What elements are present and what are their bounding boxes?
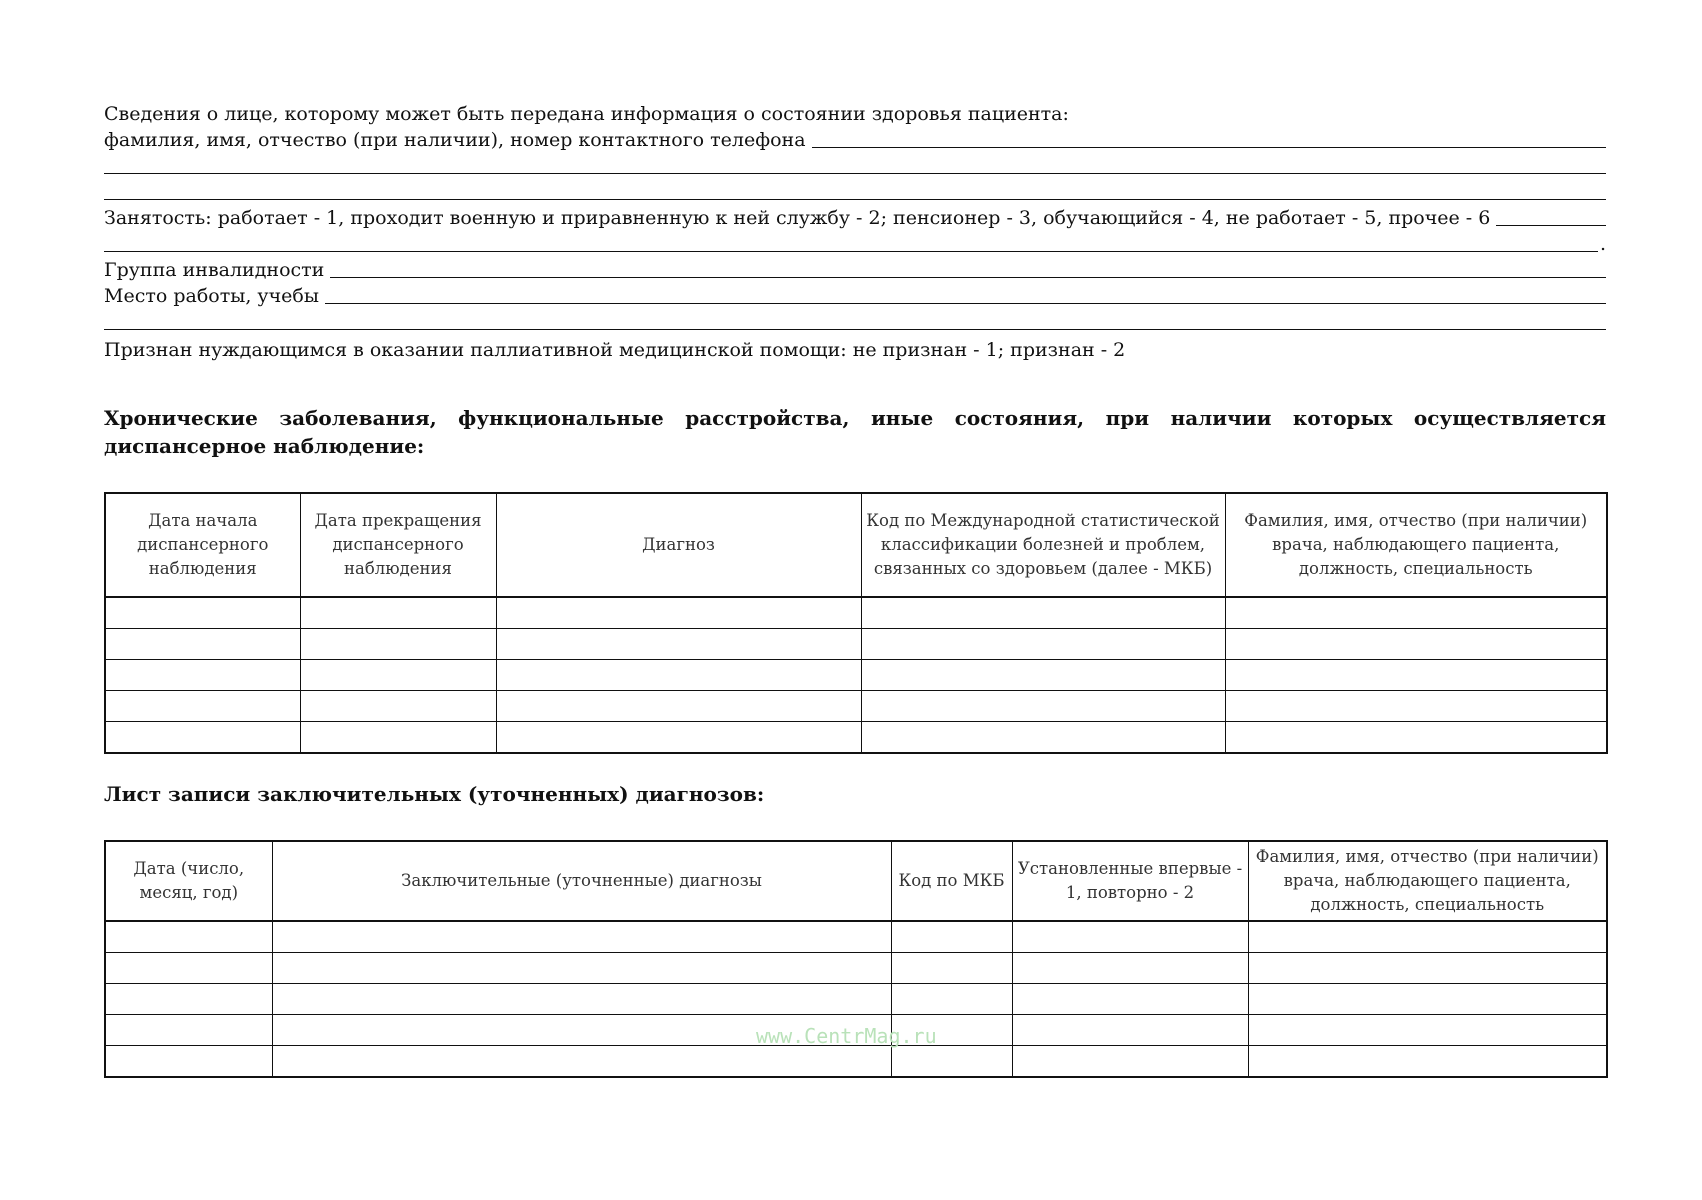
table-cell[interactable] (496, 722, 861, 754)
employment-continuation-line (104, 230, 1606, 256)
watermark: www.CentrMag.ru (756, 1024, 937, 1048)
table-row (105, 953, 1607, 984)
contact-fio-label: фамилия, имя, отчество (при наличии), номер контактного телефона (104, 129, 806, 151)
table-cell[interactable] (891, 953, 1012, 984)
chronic-heading: Хронические заболевания, функциональные расстройства, иные состояния, при наличии которых осуществляется диспансерное наблюдение: (104, 406, 1606, 458)
table-cell[interactable] (272, 921, 891, 953)
blank-line-1 (104, 152, 1606, 178)
table-row (105, 629, 1607, 660)
table-cell[interactable] (105, 1046, 272, 1078)
employment-line (104, 204, 1606, 230)
table-row (105, 722, 1607, 754)
table-row (105, 984, 1607, 1015)
table-cell[interactable] (105, 629, 300, 660)
table-cell[interactable] (1012, 984, 1248, 1015)
table-cell[interactable] (496, 597, 861, 629)
employment-continuation-field[interactable] (104, 251, 1598, 252)
table-cell[interactable] (105, 722, 300, 754)
table-cell[interactable] (861, 722, 1225, 754)
table-cell[interactable] (272, 984, 891, 1015)
table-cell[interactable] (1248, 1046, 1607, 1078)
palliative-label: Признан нуждающимся в оказании паллиативной медицинской помощи: не признан - 1; признан - 2 (104, 339, 1126, 361)
chronic-table (104, 492, 1608, 754)
table-cell[interactable] (1225, 691, 1607, 722)
table-cell[interactable] (1248, 1015, 1607, 1046)
final-col-icd-code: Код по МКБ (891, 841, 1012, 921)
table-cell[interactable] (105, 660, 300, 691)
table-cell[interactable] (105, 597, 300, 629)
table-cell[interactable] (1012, 953, 1248, 984)
table-cell[interactable] (1012, 1015, 1248, 1046)
contact-fio-field[interactable] (812, 147, 1606, 148)
table-cell[interactable] (1225, 660, 1607, 691)
table-cell[interactable] (861, 660, 1225, 691)
table-cell[interactable] (105, 921, 272, 953)
table-cell[interactable] (861, 691, 1225, 722)
contact-blank-field-1[interactable] (104, 173, 1606, 174)
final-col-date: Дата (число, месяц, год) (105, 841, 272, 921)
table-cell[interactable] (861, 629, 1225, 660)
workplace-field[interactable] (325, 303, 1606, 304)
palliative-line (104, 336, 1606, 362)
table-cell[interactable] (496, 629, 861, 660)
workplace-continuation-field[interactable] (104, 329, 1606, 330)
employment-field[interactable] (1496, 225, 1606, 226)
table-cell[interactable] (1225, 597, 1607, 629)
chronic-col-diagnosis: Диагноз (496, 493, 861, 597)
contact-fio-line (104, 126, 1606, 152)
workplace-label: Место работы, учебы (104, 285, 319, 307)
table-cell[interactable] (1012, 921, 1248, 953)
chronic-header-row (105, 493, 1607, 597)
table-cell[interactable] (496, 660, 861, 691)
contact-intro-text: Сведения о лице, которому может быть передана информация о состоянии здоровья пациента: (104, 103, 1069, 125)
table-cell[interactable] (891, 1046, 1012, 1078)
contact-blank-field-2[interactable] (104, 199, 1606, 200)
table-row (105, 1046, 1607, 1078)
table-cell[interactable] (1225, 722, 1607, 754)
employment-end-mark: . (1599, 233, 1606, 255)
table-cell[interactable] (300, 660, 496, 691)
table-row (105, 597, 1607, 629)
blank-line-2 (104, 178, 1606, 204)
table-cell[interactable] (105, 984, 272, 1015)
table-cell[interactable] (891, 921, 1012, 953)
chronic-col-start-date: Дата начала диспансерного наблюдения (105, 493, 300, 597)
table-cell[interactable] (105, 953, 272, 984)
final-header-row (105, 841, 1607, 921)
table-cell[interactable] (861, 597, 1225, 629)
final-col-diagnoses: Заключительные (уточненные) диагнозы (272, 841, 891, 921)
chronic-col-end-date: Дата прекращения диспансерного наблюдения (300, 493, 496, 597)
table-cell[interactable] (300, 691, 496, 722)
table-cell[interactable] (300, 597, 496, 629)
chronic-col-icd-code: Код по Международной статистической классификации болезней и проблем, связанных со здоровьем (далее - МКБ) (861, 493, 1225, 597)
chronic-col-doctor: Фамилия, имя, отчество (при наличии) врача, наблюдающего пациента, должность, специальность (1225, 493, 1607, 597)
table-cell[interactable] (272, 1046, 891, 1078)
table-row (105, 691, 1607, 722)
table-cell[interactable] (105, 1015, 272, 1046)
disability-line (104, 256, 1606, 282)
table-cell[interactable] (1012, 1046, 1248, 1078)
workplace-continuation-line (104, 308, 1606, 334)
table-cell[interactable] (300, 629, 496, 660)
table-cell[interactable] (272, 953, 891, 984)
final-col-established: Установленные впервые - 1, повторно - 2 (1012, 841, 1248, 921)
contact-intro-line (104, 100, 1606, 126)
table-row (105, 921, 1607, 953)
table-cell[interactable] (1225, 629, 1607, 660)
table-cell[interactable] (300, 722, 496, 754)
final-col-doctor: Фамилия, имя, отчество (при наличии) врача, наблюдающего пациента, должность, специальность (1248, 841, 1607, 921)
table-cell[interactable] (891, 984, 1012, 1015)
table-cell[interactable] (1248, 984, 1607, 1015)
workplace-line (104, 282, 1606, 308)
table-cell[interactable] (105, 691, 300, 722)
table-cell[interactable] (1248, 921, 1607, 953)
table-cell[interactable] (1248, 953, 1607, 984)
employment-label: Занятость: работает - 1, проходит военную и приравненную к ней службу - 2; пенсионер - 3, обучающийся - 4, не работает - 5, прочее - 6 (104, 207, 1491, 229)
disability-field[interactable] (330, 277, 1606, 278)
final-diagnoses-heading: Лист записи заключительных (уточненных) диагнозов: (104, 782, 765, 806)
table-row (105, 660, 1607, 691)
disability-label: Группа инвалидности (104, 259, 325, 281)
table-cell[interactable] (496, 691, 861, 722)
